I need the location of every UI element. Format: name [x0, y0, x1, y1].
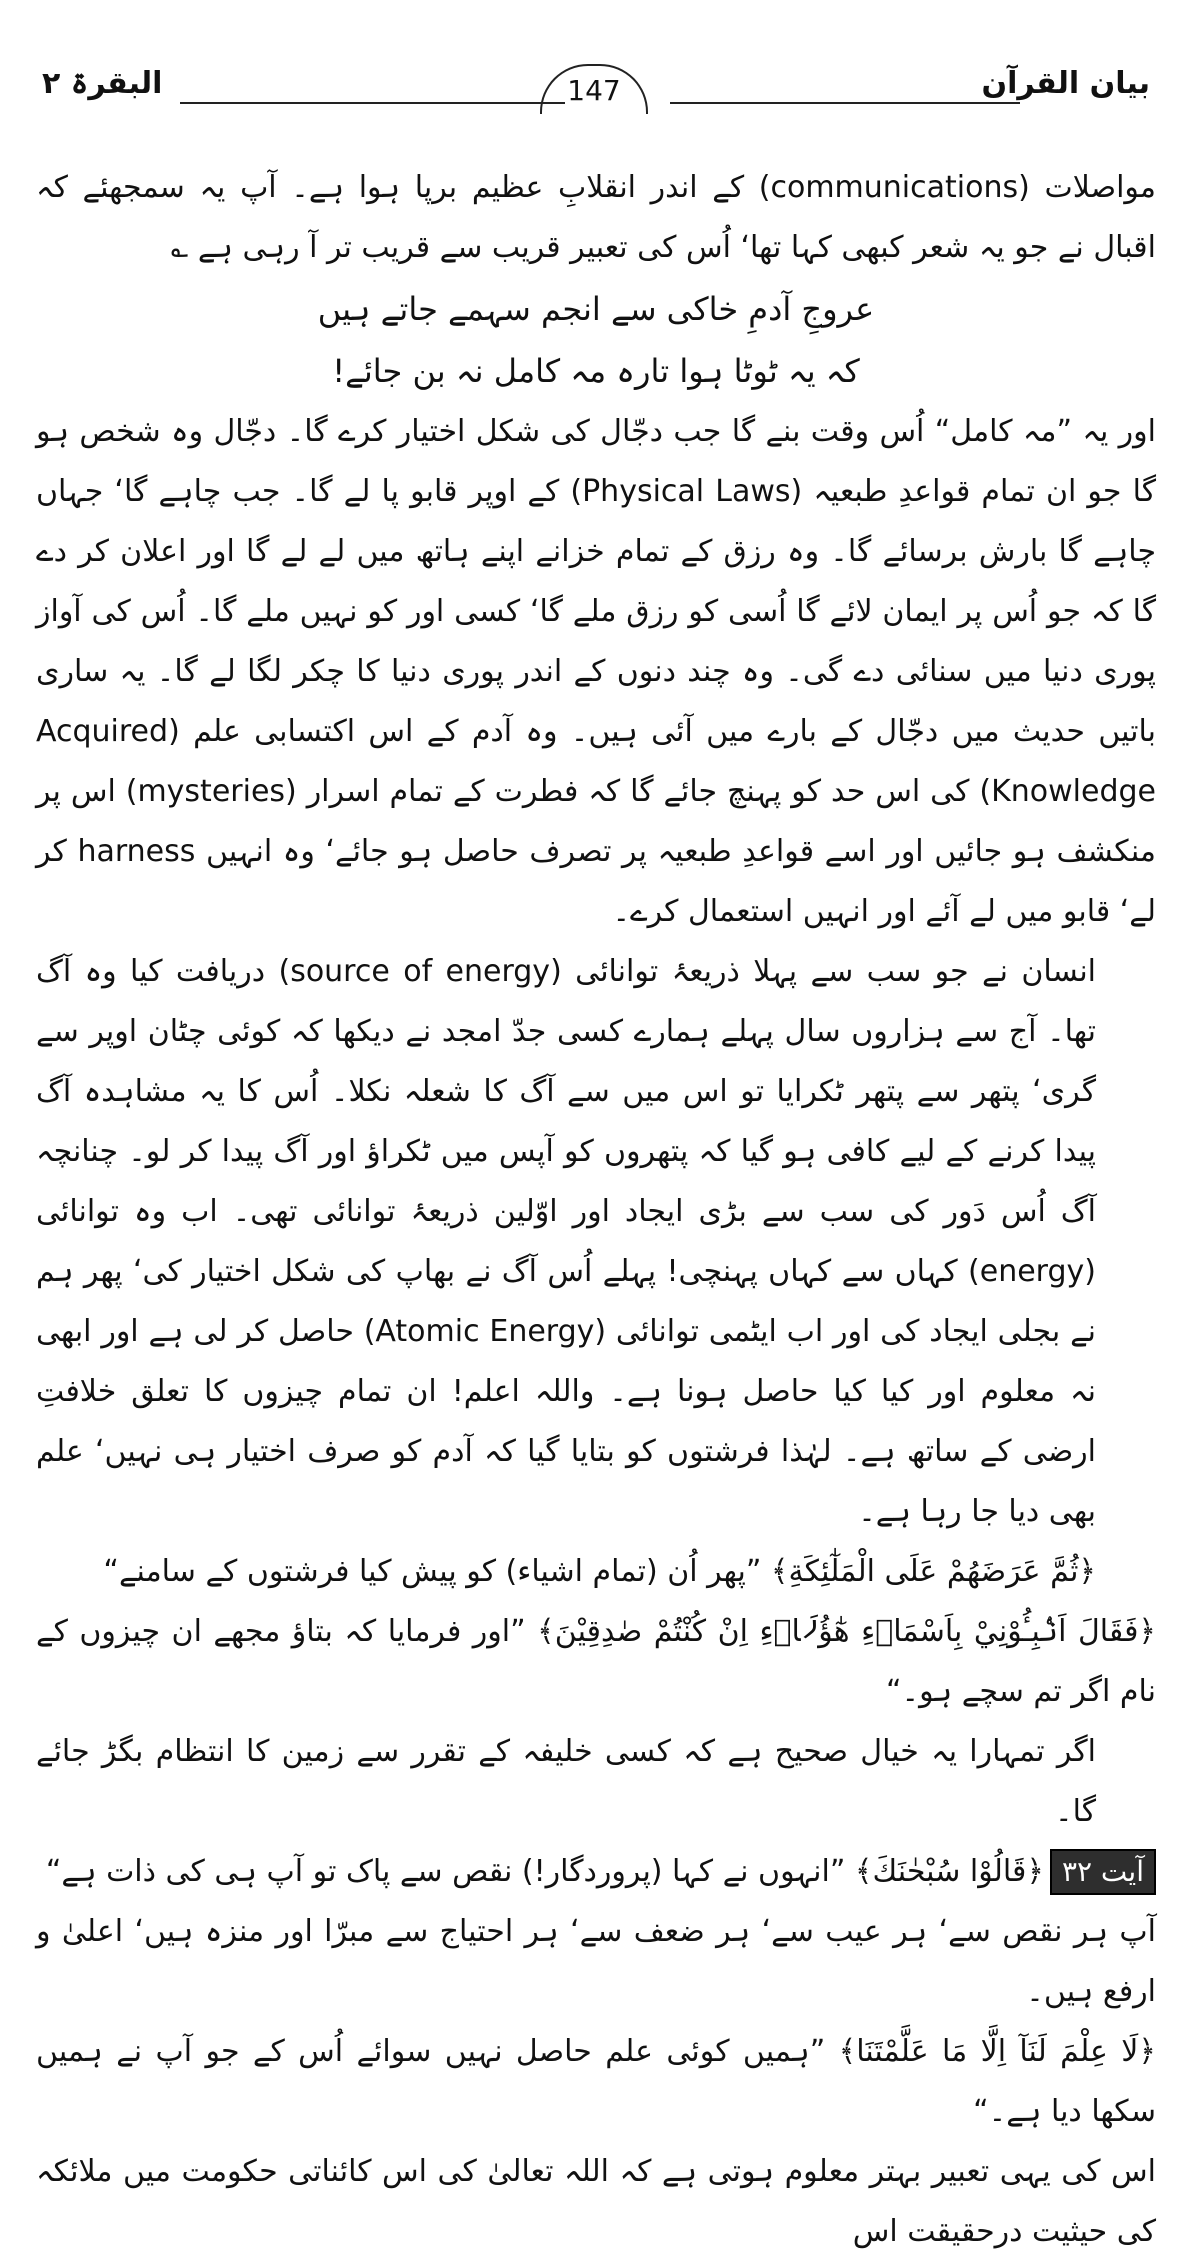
poetry-verse-1: عروجِ آدمِ خاکی سے انجم سہمے جاتے ہیں	[317, 290, 875, 328]
quran-quote-1: ﴿ثُمَّ عَرَضَهُمْ عَلَى الْمَلٰٓئِكَةِ﴾ ”پھر اُن (تمام اشیاء) کو پیش کیا فرشتوں کے سامنے“	[103, 1554, 1096, 1589]
paragraph-final: اس کی یہی تعبیر بہتر معلوم ہوتی ہے کہ اللہ تعالیٰ کی اس کائناتی حکومت میں ملائکہ کی حیثیت درحقیقت اس	[36, 2154, 1156, 2249]
paragraph-energy: انسان نے جو سب سے پہلا ذریعۂ توانائی (source of energy) دریافت کیا وہ آگ تھا۔ آج سے ہزاروں سال پہلے ہمارے کسی جدّ امجد نے دیکھا کہ کوئی چٹان اوپر سے گری‘ پتھر سے پتھر ٹکرایا تو اس میں سے آگ کا شعلہ نکلا۔ اُس کا یہ مشاہدہ آگ پیدا کرنے کے لیے کافی ہو گیا کہ پتھروں کو آپس میں ٹکراؤ اور آگ پیدا کر لو۔ چنانچہ آگ اُس دَور کی سب سے بڑی ایجاد اور اوّلین ذریعۂ توانائی تھی۔ اب وہ توانائی (energy) کہاں سے کہاں پہنچی! پہلے اُس آگ نے بھاپ کی شکل اختیار کی‘ پھر ہم نے بجلی ایجاد کی اور اب ایٹمی توانائی (Atomic Energy) حاصل کر لی ہے اور ابھی نہ معلوم اور کیا کیا حاصل ہونا ہے۔ واللہ اعلم! ان تمام چیزوں کا تعلق خلافتِ ارضی کے ساتھ ہے۔ لہٰذا فرشتوں کو بتایا گیا کہ آدم کو صرف اختیار ہی نہیں‘ علم بھی دیا جا رہا ہے۔	[36, 954, 1097, 1529]
header-rule-right	[670, 102, 1020, 104]
book-title: بیان القرآن	[981, 66, 1150, 101]
quran-quote-2: ﴿فَقَالَ اَنْۢبِـُٔوْنِيْ بِاَسْمَاۗءِ هٰٓؤُلَاۗءِ اِنْ كُنْتُمْ صٰدِقِيْنَ﴾ ”اور فرمایا کہ بتاؤ مجھے ان چیزوں کے نام اگر تم سچے ہو۔“	[36, 1614, 1156, 1709]
paragraph-attributes: آپ ہر نقص سے‘ ہر عیب سے‘ ہر ضعف سے‘ ہر احتیاج سے مبرّا اور منزہ ہیں‘ اعلیٰ و ارفع ہیں۔	[36, 1914, 1156, 2009]
paragraph-khalifa: اگر تمہارا یہ خیال صحیح ہے کہ کسی خلیفہ کے تقرر سے زمین کا انتظام بگڑ جائے گا۔	[36, 1734, 1096, 1829]
paragraph-communications: مواصلات (communications) کے اندر انقلابِ عظیم برپا ہوا ہے۔ آپ یہ سمجھئے کہ اقبال نے جو یہ شعر کبھی کہا تھا‘ اُس کی تعبیر قریب سے قریب تر آ رہی ہے ؎	[36, 170, 1156, 265]
surah-name: البقرۃ ۲	[42, 66, 163, 101]
header-rule-left	[180, 102, 565, 104]
page-body	[36, 158, 1156, 2262]
ayat-number-badge: آیت ۳۲	[1050, 1849, 1156, 1895]
poetry-verse-2: کہ یہ ٹوٹا ہوا تارہ مہ کامل نہ بن جائے!	[332, 352, 860, 390]
ayat-32-line	[36, 1842, 1156, 1902]
quran-quote-3: ﴿قَالُوْا سُبْحٰنَكَ﴾ ”انہوں نے کہا (پروردگار!) نقص سے پاک تو آپ ہی کی ذات ہے“	[45, 1854, 1044, 1889]
quran-quote-4: ﴿لَا عِلْمَ لَنَآ اِلَّا مَا عَلَّمْتَنَا﴾ ”ہمیں کوئی علم حاصل نہیں سوائے اُس کے جو آپ نے ہمیں سکھا دیا ہے۔“	[36, 2034, 1156, 2129]
paragraph-dajjal: اور یہ ”مہ کامل“ اُس وقت بنے گا جب دجّال کی شکل اختیار کرے گا۔ دجّال وہ شخص ہو گا جو ان تمام قواعدِ طبعیہ (Physical Laws) کے اوپر قابو پا لے گا۔ جب چاہے گا‘ جہاں چاہے گا بارش برسائے گا۔ وہ رزق کے تمام خزانے اپنے ہاتھ میں لے لے گا اور اعلان کر دے گا کہ جو اُس پر ایمان لائے گا اُسی کو رزق ملے گا‘ کسی اور کو نہیں ملے گا۔ اُس کی آواز پوری دنیا میں سنائی دے گی۔ وہ چند دنوں کے اندر پوری دنیا کا چکر لگا لے گا۔ یہ ساری باتیں حدیث میں دجّال کے بارے میں آئی ہیں۔ وہ آدم کے اس اکتسابی علم (Acquired Knowledge) کی اس حد کو پہنچ جائے گا کہ فطرت کے تمام اسرار (mysteries) اس پر منکشف ہو جائیں اور اسے قواعدِ طبعیہ پر تصرف حاصل ہو جائے‘ وہ انہیں harness کر لے‘ قابو میں لے آئے اور انہیں استعمال کرے۔	[36, 414, 1157, 929]
page-number: 147	[540, 64, 648, 114]
